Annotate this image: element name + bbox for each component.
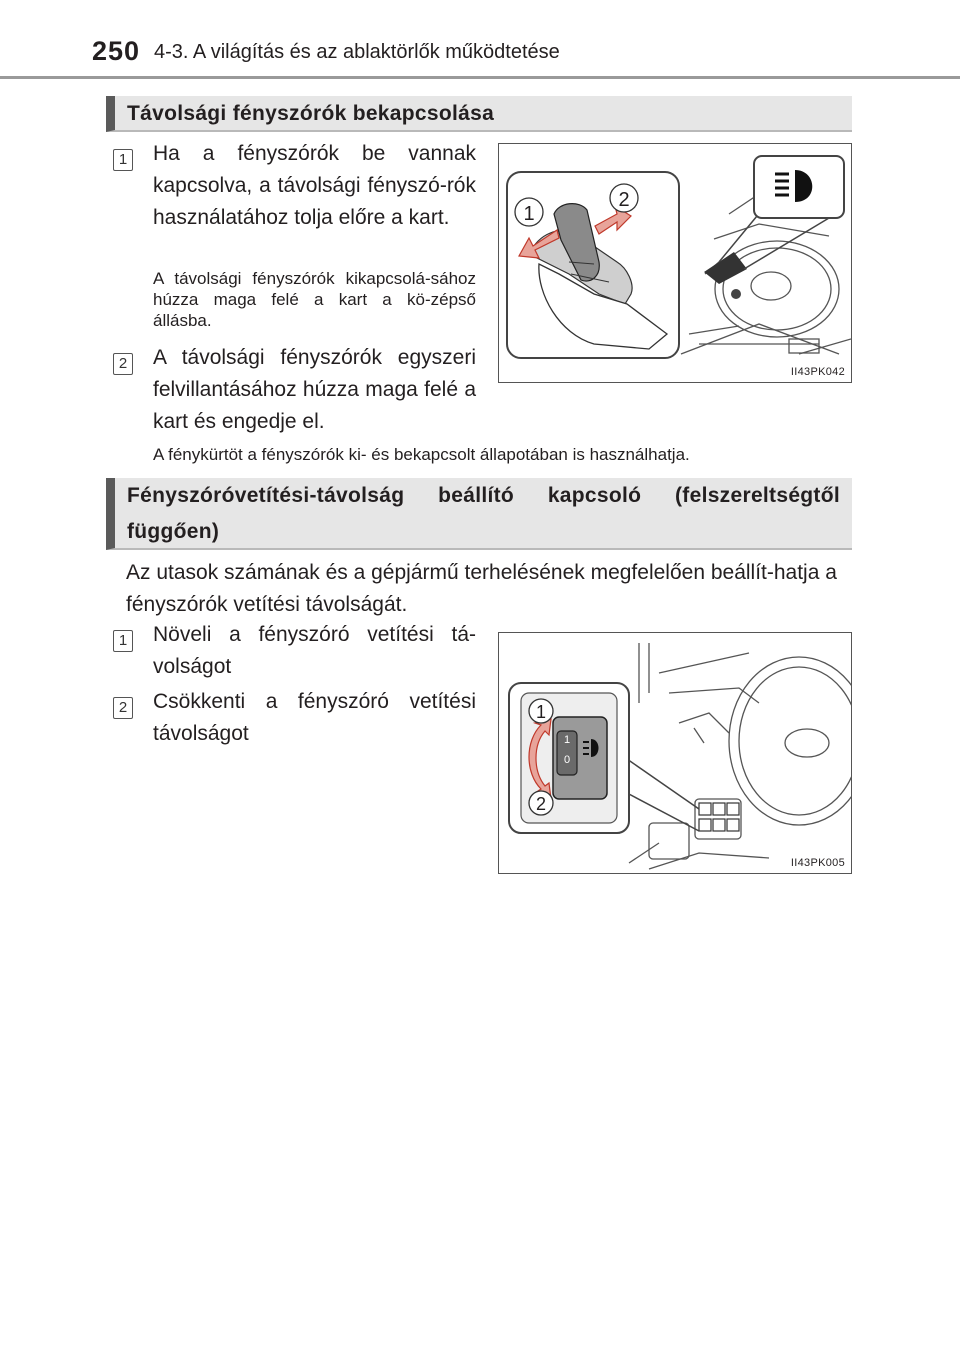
callout-1: 1 [523, 203, 535, 225]
leveling-illustration [499, 633, 852, 874]
step-1-text: Ha a fényszórók be vannak kapcsolva, a távolsági fényszó-rók használatához tolja előre a kart. [153, 142, 476, 229]
section-title-high-beam: Távolsági fényszórók bekapcsolása [106, 96, 852, 132]
figure-leveling-dial [498, 632, 852, 874]
section-2-intro: Az utasok számának és a gépjármű terhelésének megfelelően beállít-hatja a fényszórók vetítési távolságát. [126, 561, 837, 616]
figure-code: II43PK005 [790, 857, 845, 869]
step-1-note: A távolsági fényszórók kikapcsolá-sához húzza maga felé a kart a kö-zépső állásba. [153, 269, 476, 330]
section-title-headlight-leveling: Fényszóróvetítési-távolság beállító kapcsoló (felszereltségtől függően) [106, 478, 852, 550]
step-marker-1: 1 [113, 630, 133, 652]
page-number: 250 [92, 36, 141, 66]
lever-illustration [499, 144, 852, 383]
step-marker-2: 2 [113, 353, 133, 375]
callout-1: 1 [535, 702, 547, 722]
increase-text: Növeli a fényszóró vetítési tá-volságot [153, 623, 476, 678]
running-head: 4-3. A világítás és az ablaktörlők működtetése [154, 41, 560, 63]
step-2-text: A távolsági fényszórók egyszeri felvillantásához húzza maga felé a kart és engedje el. [153, 346, 476, 433]
dial-mark-1: 1 [563, 734, 571, 746]
step-marker-1: 1 [113, 149, 133, 171]
step-marker-2: 2 [113, 697, 133, 719]
decrease-text: Csökkenti a fényszóró vetítési távolságot [153, 690, 476, 745]
callout-2: 2 [618, 189, 630, 211]
figure-code: II43PK042 [790, 366, 845, 378]
flash-note: A fénykürtöt a fényszórók ki- és bekapcsolt állapotában is használhatja. [153, 445, 690, 464]
header-rule [0, 76, 960, 79]
dial-mark-0: 0 [563, 754, 571, 766]
figure-high-beam-lever [498, 143, 852, 383]
callout-2: 2 [535, 794, 547, 814]
